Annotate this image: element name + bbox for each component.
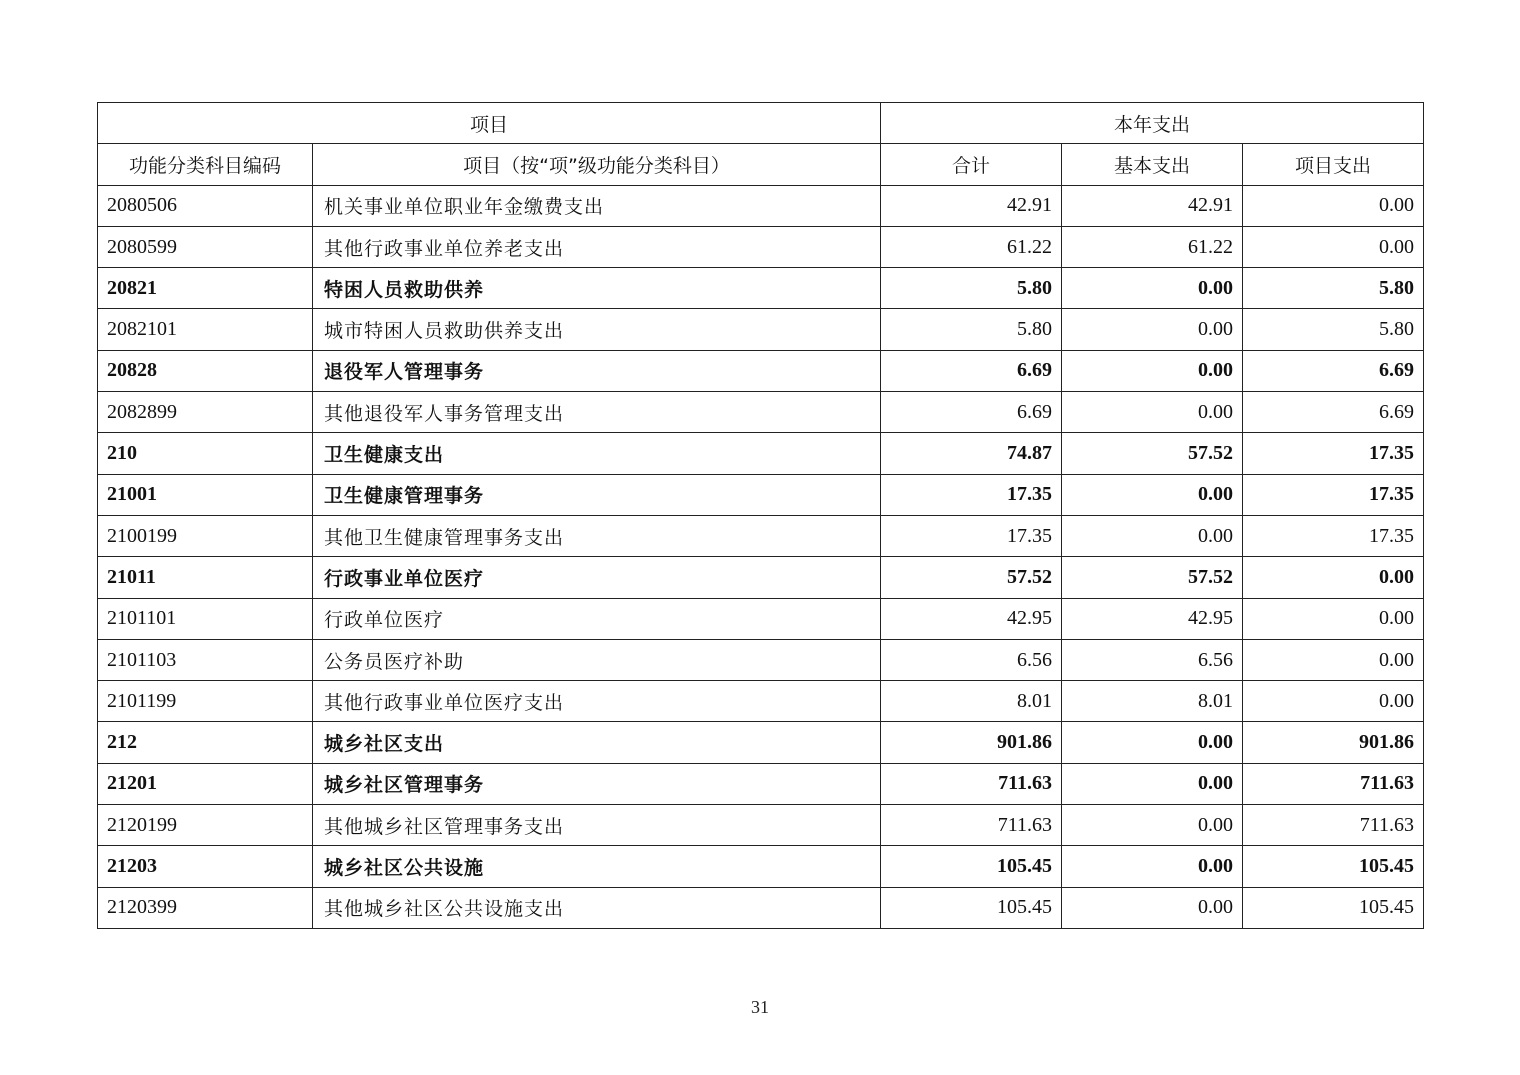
table-row xyxy=(98,392,1424,433)
cell-project: 0.00 xyxy=(1243,557,1424,598)
header-item: 项目 xyxy=(98,103,881,144)
cell-total: 74.87 xyxy=(881,433,1062,474)
cell-total: 42.91 xyxy=(881,185,1062,226)
cell-project: 5.80 xyxy=(1243,268,1424,309)
cell-name: 城市特困人员救助供养支出 xyxy=(313,309,881,350)
cell-code: 20821 xyxy=(98,268,313,309)
cell-project: 17.35 xyxy=(1243,433,1424,474)
cell-name: 退役军人管理事务 xyxy=(313,350,881,391)
cell-code: 20828 xyxy=(98,350,313,391)
cell-name: 城乡社区公共设施 xyxy=(313,846,881,887)
cell-project: 711.63 xyxy=(1243,763,1424,804)
table-row xyxy=(98,598,1424,639)
cell-code: 212 xyxy=(98,722,313,763)
table-row xyxy=(98,226,1424,267)
cell-code: 2120399 xyxy=(98,887,313,928)
cell-basic: 0.00 xyxy=(1062,846,1243,887)
cell-project: 105.45 xyxy=(1243,846,1424,887)
cell-basic: 0.00 xyxy=(1062,805,1243,846)
cell-basic: 57.52 xyxy=(1062,557,1243,598)
cell-code: 2120199 xyxy=(98,805,313,846)
expenditure-table xyxy=(97,102,1424,929)
cell-basic: 0.00 xyxy=(1062,763,1243,804)
cell-code: 2082899 xyxy=(98,392,313,433)
cell-total: 711.63 xyxy=(881,763,1062,804)
table-row xyxy=(98,722,1424,763)
cell-total: 6.69 xyxy=(881,350,1062,391)
cell-code: 2082101 xyxy=(98,309,313,350)
header-basic: 基本支出 xyxy=(1062,144,1243,185)
cell-basic: 0.00 xyxy=(1062,309,1243,350)
cell-code: 2080599 xyxy=(98,226,313,267)
cell-basic: 42.95 xyxy=(1062,598,1243,639)
cell-basic: 0.00 xyxy=(1062,350,1243,391)
cell-code: 2100199 xyxy=(98,515,313,556)
cell-project: 0.00 xyxy=(1243,681,1424,722)
table-body xyxy=(98,185,1424,928)
header-total: 合计 xyxy=(881,144,1062,185)
cell-project: 6.69 xyxy=(1243,350,1424,391)
cell-name: 行政单位医疗 xyxy=(313,598,881,639)
cell-project: 17.35 xyxy=(1243,474,1424,515)
cell-name: 公务员医疗补助 xyxy=(313,639,881,680)
cell-project: 105.45 xyxy=(1243,887,1424,928)
cell-project: 711.63 xyxy=(1243,805,1424,846)
table-row xyxy=(98,268,1424,309)
cell-total: 5.80 xyxy=(881,309,1062,350)
cell-name: 其他退役军人事务管理支出 xyxy=(313,392,881,433)
cell-total: 8.01 xyxy=(881,681,1062,722)
cell-name: 城乡社区管理事务 xyxy=(313,763,881,804)
header-current-year: 本年支出 xyxy=(881,103,1424,144)
header-name: 项目（按“项”级功能分类科目） xyxy=(313,144,881,185)
header-row-top xyxy=(98,103,1424,144)
cell-basic: 0.00 xyxy=(1062,722,1243,763)
cell-code: 21203 xyxy=(98,846,313,887)
table-row xyxy=(98,515,1424,556)
table-row xyxy=(98,433,1424,474)
cell-name: 其他城乡社区公共设施支出 xyxy=(313,887,881,928)
table-row xyxy=(98,557,1424,598)
table-row xyxy=(98,474,1424,515)
header-project: 项目支出 xyxy=(1243,144,1424,185)
cell-project: 5.80 xyxy=(1243,309,1424,350)
cell-basic: 42.91 xyxy=(1062,185,1243,226)
table-row xyxy=(98,763,1424,804)
cell-code: 2080506 xyxy=(98,185,313,226)
cell-name: 卫生健康管理事务 xyxy=(313,474,881,515)
cell-basic: 57.52 xyxy=(1062,433,1243,474)
cell-total: 57.52 xyxy=(881,557,1062,598)
page-number: 31 xyxy=(751,997,769,1017)
cell-total: 42.95 xyxy=(881,598,1062,639)
cell-total: 6.56 xyxy=(881,639,1062,680)
cell-project: 6.69 xyxy=(1243,392,1424,433)
cell-basic: 0.00 xyxy=(1062,392,1243,433)
cell-total: 17.35 xyxy=(881,474,1062,515)
cell-project: 901.86 xyxy=(1243,722,1424,763)
header-code: 功能分类科目编码 xyxy=(98,144,313,185)
cell-name: 其他行政事业单位养老支出 xyxy=(313,226,881,267)
cell-name: 行政事业单位医疗 xyxy=(313,557,881,598)
cell-basic: 0.00 xyxy=(1062,887,1243,928)
cell-name: 机关事业单位职业年金缴费支出 xyxy=(313,185,881,226)
cell-name: 其他城乡社区管理事务支出 xyxy=(313,805,881,846)
table-row xyxy=(98,846,1424,887)
table-row xyxy=(98,185,1424,226)
cell-basic: 0.00 xyxy=(1062,515,1243,556)
cell-total: 17.35 xyxy=(881,515,1062,556)
cell-name: 城乡社区支出 xyxy=(313,722,881,763)
cell-project: 17.35 xyxy=(1243,515,1424,556)
cell-project: 0.00 xyxy=(1243,185,1424,226)
cell-total: 711.63 xyxy=(881,805,1062,846)
table-row xyxy=(98,887,1424,928)
cell-project: 0.00 xyxy=(1243,598,1424,639)
cell-total: 6.69 xyxy=(881,392,1062,433)
cell-basic: 0.00 xyxy=(1062,474,1243,515)
cell-code: 210 xyxy=(98,433,313,474)
cell-name: 卫生健康支出 xyxy=(313,433,881,474)
cell-code: 21001 xyxy=(98,474,313,515)
cell-code: 2101101 xyxy=(98,598,313,639)
cell-name: 特困人员救助供养 xyxy=(313,268,881,309)
table-row xyxy=(98,805,1424,846)
cell-total: 105.45 xyxy=(881,846,1062,887)
header-row-sub xyxy=(98,144,1424,185)
cell-code: 2101103 xyxy=(98,639,313,680)
cell-total: 61.22 xyxy=(881,226,1062,267)
cell-code: 21201 xyxy=(98,763,313,804)
table-row xyxy=(98,681,1424,722)
cell-project: 0.00 xyxy=(1243,226,1424,267)
cell-code: 2101199 xyxy=(98,681,313,722)
cell-basic: 61.22 xyxy=(1062,226,1243,267)
cell-total: 5.80 xyxy=(881,268,1062,309)
cell-project: 0.00 xyxy=(1243,639,1424,680)
cell-code: 21011 xyxy=(98,557,313,598)
cell-total: 105.45 xyxy=(881,887,1062,928)
cell-name: 其他卫生健康管理事务支出 xyxy=(313,515,881,556)
cell-total: 901.86 xyxy=(881,722,1062,763)
table-row xyxy=(98,350,1424,391)
table-row xyxy=(98,309,1424,350)
table-row xyxy=(98,639,1424,680)
cell-basic: 6.56 xyxy=(1062,639,1243,680)
cell-basic: 8.01 xyxy=(1062,681,1243,722)
cell-basic: 0.00 xyxy=(1062,268,1243,309)
cell-name: 其他行政事业单位医疗支出 xyxy=(313,681,881,722)
